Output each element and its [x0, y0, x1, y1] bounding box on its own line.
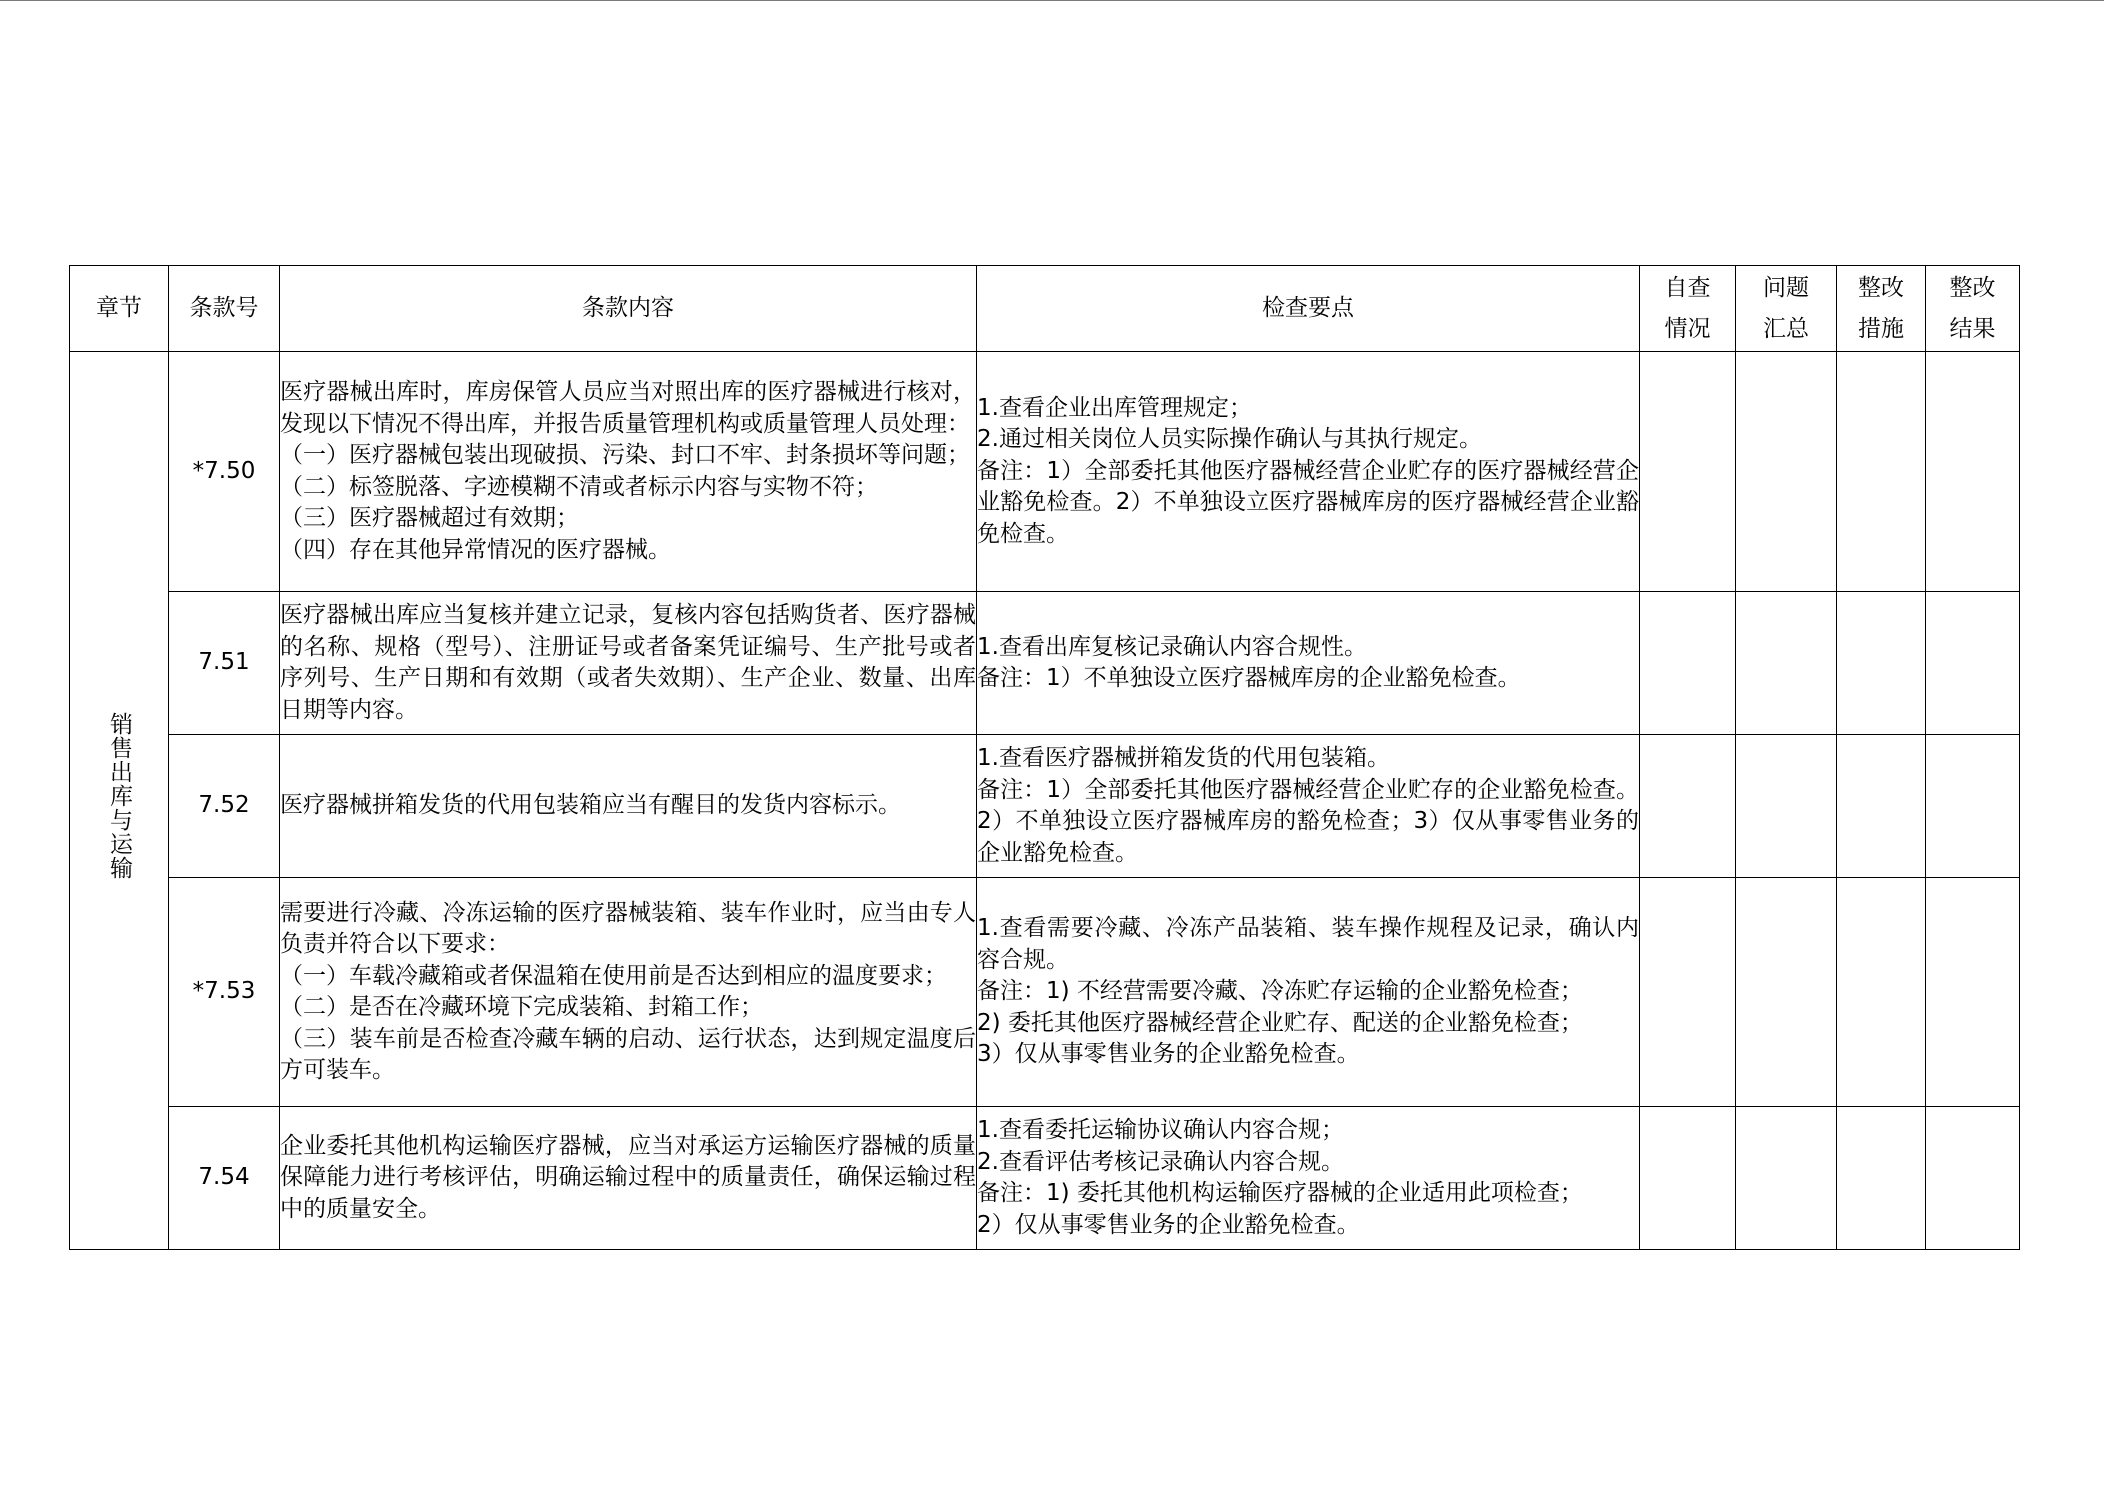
- table-row: [70, 352, 2020, 592]
- issue-summary-cell[interactable]: [1736, 878, 1837, 1107]
- clause-content-cell: 需要进行冷藏、冷冻运输的医疗器械装箱、装车作业时，应当由专人负责并符合以下要求： （一）车载冷藏箱或者保温箱在使用前是否达到相应的温度要求； （二）是否在冷藏环境下完成装箱、封箱工作； （三）装车前是否检查冷藏车辆的启动、运行状态，达到规定温度后方可装车。: [280, 878, 977, 1107]
- header-row: [70, 266, 2020, 352]
- issue-summary-cell[interactable]: [1736, 352, 1837, 592]
- rectify-result-cell[interactable]: [1926, 1107, 2020, 1250]
- clause-number: 7.51: [169, 592, 280, 735]
- header-self-check: 自查 情况: [1640, 266, 1736, 352]
- clause-content-cell: 医疗器械出库时，库房保管人员应当对照出库的医疗器械进行核对，发现以下情况不得出库，并报告质量管理机构或质量管理人员处理： （一）医疗器械包装出现破损、污染、封口不牢、封条损坏等问题； （二）标签脱落、字迹模糊不清或者标示内容与实物不符； （三）医疗器械超过有效期； （四）存在其他异常情况的医疗器械。: [280, 352, 977, 592]
- check-points-cell: 1.查看企业出库管理规定； 2.通过相关岗位人员实际操作确认与其执行规定。 备注：1）全部委托其他医疗器械经营企业贮存的医疗器械经营企业豁免检查。2）不单独设立医疗器械库房的医疗器械经营企业豁免检查。: [977, 352, 1640, 592]
- clause-content-cell: 企业委托其他机构运输医疗器械，应当对承运方运输医疗器械的质量保障能力进行考核评估，明确运输过程中的质量责任，确保运输过程中的质量安全。: [280, 1107, 977, 1250]
- table-row: [70, 878, 2020, 1107]
- check-points-cell: 1.查看需要冷藏、冷冻产品装箱、装车操作规程及记录，确认内容合规。 备注：1) 不经营需要冷藏、冷冻贮存运输的企业豁免检查； 2) 委托其他医疗器械经营企业贮存、配送的企业豁免检查； 3）仅从事零售业务的企业豁免检查。: [977, 878, 1640, 1107]
- clause-content-cell: 医疗器械拼箱发货的代用包装箱应当有醒目的发货内容标示。: [280, 735, 977, 878]
- clause-number: *7.50: [169, 352, 280, 592]
- self-check-cell[interactable]: [1640, 1107, 1736, 1250]
- issue-summary-cell[interactable]: [1736, 592, 1837, 735]
- header-chapter: 章节: [70, 266, 169, 352]
- rectify-measures-cell[interactable]: [1837, 592, 1926, 735]
- issue-summary-cell[interactable]: [1736, 735, 1837, 878]
- chapter-label: 销售出库与运输: [106, 711, 132, 880]
- self-check-cell[interactable]: [1640, 878, 1736, 1107]
- page-top-rule: [0, 0, 2104, 1]
- header-rectify-measures: 整改 措施: [1837, 266, 1926, 352]
- issue-summary-cell[interactable]: [1736, 1107, 1837, 1250]
- inspection-checklist-table: [69, 265, 2020, 1250]
- table-row: [70, 735, 2020, 878]
- clause-content-cell: 医疗器械出库应当复核并建立记录，复核内容包括购货者、医疗器械的名称、规格（型号）、注册证号或者备案凭证编号、生产批号或者序列号、生产日期和有效期（或者失效期）、生产企业、数量、出库日期等内容。: [280, 592, 977, 735]
- table-row: [70, 1107, 2020, 1250]
- check-points-cell: 1.查看出库复核记录确认内容合规性。 备注：1）不单独设立医疗器械库房的企业豁免检查。: [977, 592, 1640, 735]
- check-points-cell: 1.查看委托运输协议确认内容合规； 2.查看评估考核记录确认内容合规。 备注：1) 委托其他机构运输医疗器械的企业适用此项检查； 2）仅从事零售业务的企业豁免检查。: [977, 1107, 1640, 1250]
- header-clause-content: 条款内容: [280, 266, 977, 352]
- self-check-cell[interactable]: [1640, 592, 1736, 735]
- clause-number: *7.53: [169, 878, 280, 1107]
- header-check-points: 检查要点: [977, 266, 1640, 352]
- rectify-result-cell[interactable]: [1926, 352, 2020, 592]
- rectify-measures-cell[interactable]: [1837, 1107, 1926, 1250]
- header-issue-summary: 问题 汇总: [1736, 266, 1837, 352]
- chapter-cell: [70, 352, 169, 1250]
- self-check-cell[interactable]: [1640, 352, 1736, 592]
- clause-number: 7.54: [169, 1107, 280, 1250]
- table-row: [70, 592, 2020, 735]
- rectify-measures-cell[interactable]: [1837, 735, 1926, 878]
- self-check-cell[interactable]: [1640, 735, 1736, 878]
- rectify-measures-cell[interactable]: [1837, 352, 1926, 592]
- rectify-result-cell[interactable]: [1926, 735, 2020, 878]
- rectify-result-cell[interactable]: [1926, 592, 2020, 735]
- header-clause-no: 条款号: [169, 266, 280, 352]
- rectify-measures-cell[interactable]: [1837, 878, 1926, 1107]
- clause-number: 7.52: [169, 735, 280, 878]
- header-rectify-result: 整改 结果: [1926, 266, 2020, 352]
- check-points-cell: 1.查看医疗器械拼箱发货的代用包装箱。 备注：1）全部委托其他医疗器械经营企业贮存的企业豁免检查。2）不单独设立医疗器械库房的豁免检查；3）仅从事零售业务的企业豁免检查。: [977, 735, 1640, 878]
- rectify-result-cell[interactable]: [1926, 878, 2020, 1107]
